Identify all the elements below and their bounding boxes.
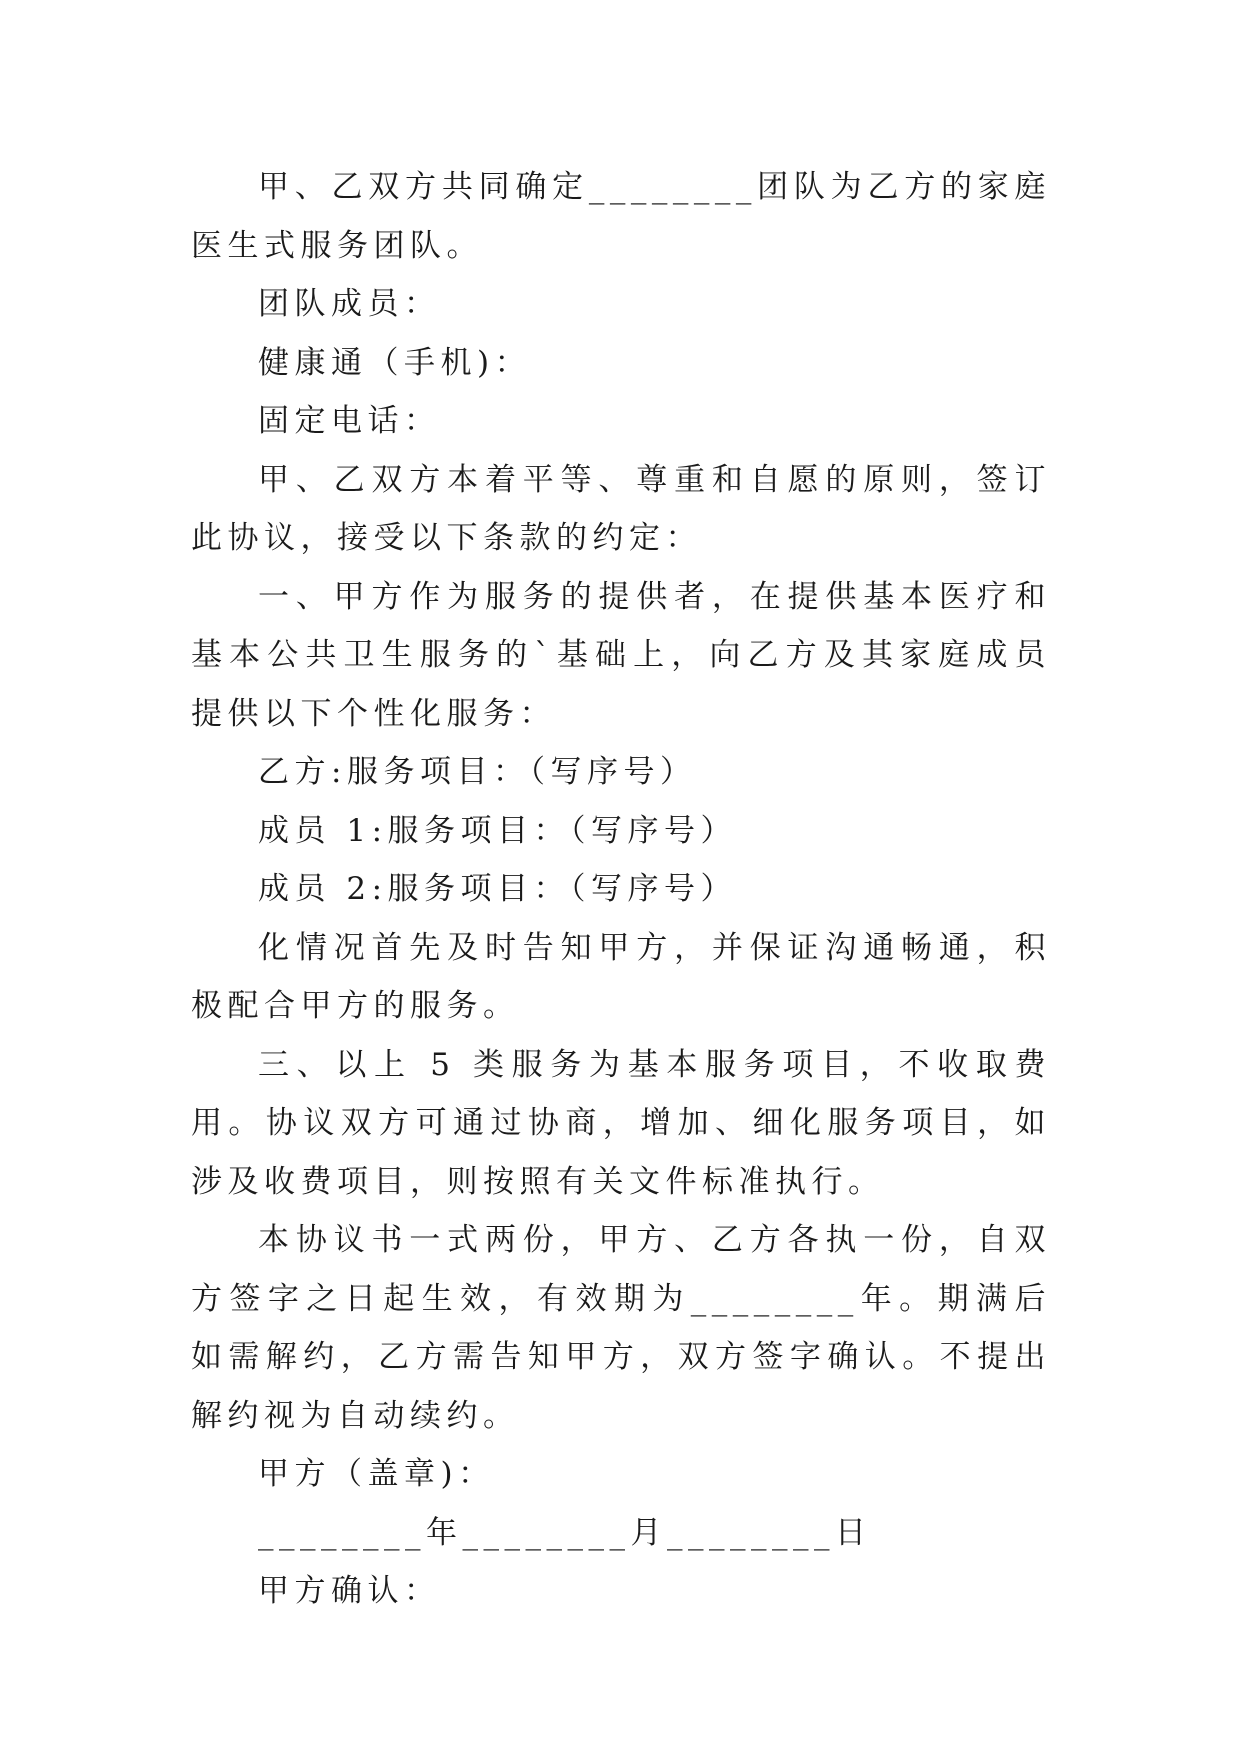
document-body (191, 158, 1051, 1621)
paragraph-clause-one: 一、甲方作为服务的提供者，在提供基本医疗和基本公共卫生服务的`基础上，向乙方及其家庭成员提供以下个性化服务： (191, 578, 1051, 732)
paragraph-date-line: ________年________月________日 (258, 1514, 872, 1551)
paragraph-team-designation: 甲、乙双方共同确定________团队为乙方的家庭医生式服务团队。 (191, 169, 1051, 264)
paragraph-clause-three: 三、以上 5 类服务为基本服务项目，不收取费用。协议双方可通过协商，增加、细化服务项目，如涉及收费项目，则按照有关文件标准执行。 (191, 1046, 1051, 1200)
paragraph-team-members: 团队成员： (258, 286, 441, 322)
paragraph-notify-changes: 化情况首先及时告知甲方，并保证沟通畅通，积极配合甲方的服务。 (191, 929, 1051, 1024)
paragraph-member-2-services: 成员 2:服务项目：（写序号） (258, 871, 738, 907)
paragraph-principles: 甲、乙双方本着平等、尊重和自愿的原则，签订此协议，接受以下条款的约定： (191, 461, 1051, 556)
paragraph-party-b-services: 乙方:服务项目：（写序号） (258, 754, 697, 790)
paragraph-validity: 本协议书一式两份，甲方、乙方各执一份，自双方签字之日起生效，有效期为________年。期满后如需解约，乙方需告知甲方，双方签字确认。不提出解约视为自动续约。 (191, 1222, 1051, 1434)
paragraph-landline: 固定电话： (258, 403, 441, 439)
paragraph-party-a-confirm: 甲方确认： (258, 1573, 441, 1609)
paragraph-mobile: 健康通（手机)： (258, 344, 532, 381)
paragraph-party-a-seal: 甲方（盖章)： (258, 1456, 495, 1492)
paragraph-member-1-services: 成员 1:服务项目：（写序号） (258, 812, 738, 849)
